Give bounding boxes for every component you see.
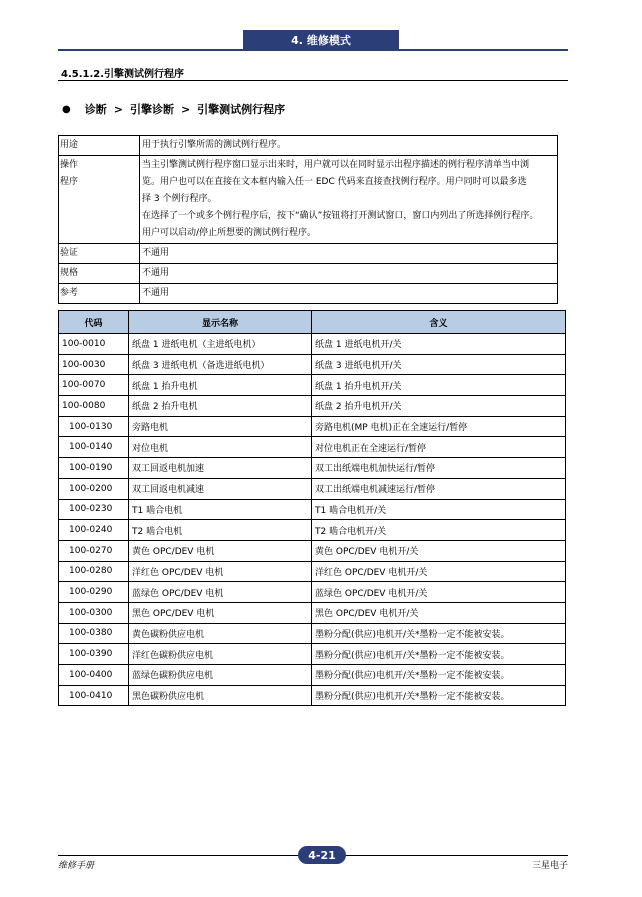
operation-line: 当主引擎测试例行程序窗口显示出来时，用户就可以在同时显示出程序描述的例行程序清单当中浏 <box>142 160 530 170</box>
code-cell: 100-0400 <box>59 665 129 686</box>
name-cell: 蓝绿色 OPC/DEV 电机 <box>129 582 312 603</box>
code-cell: 100-0230 <box>59 499 129 520</box>
meaning-cell: T2 啮合电机开/关 <box>312 520 566 541</box>
meaning-cell: 墨粉分配(供应)电机开/关*墨粉一定不能被安装。 <box>312 644 566 665</box>
meaning-cell: 纸盘 2 抬升电机开/关 <box>312 396 566 417</box>
code-cell: 100-0300 <box>59 602 129 623</box>
code-cell: 100-0240 <box>59 520 129 541</box>
column-header-meaning: 含义 <box>312 311 566 334</box>
info-row-operation <box>59 156 558 244</box>
info-value: 不通用 <box>140 244 558 264</box>
chapter-tab: 4. 维修模式 <box>243 30 399 49</box>
bullet-icon: ● <box>62 103 71 115</box>
info-value: 不通用 <box>140 264 558 284</box>
name-cell: 纸盘 2 抬升电机 <box>129 396 312 417</box>
footer-manual-title: 维修手册 <box>58 861 95 871</box>
meaning-cell: 蓝绿色 OPC/DEV 电机开/关 <box>312 582 566 603</box>
code-cell: 100-0270 <box>59 540 129 561</box>
table-row <box>59 665 566 686</box>
header-rule <box>58 49 568 51</box>
info-label <box>59 156 140 244</box>
meaning-cell: 对位电机正在全速运行/暂停 <box>312 437 566 458</box>
info-label: 验证 <box>59 244 140 264</box>
meaning-cell: 墨粉分配(供应)电机开/关*墨粉一定不能被安装。 <box>312 685 566 706</box>
name-cell: 双工回返电机加速 <box>129 458 312 479</box>
info-row-verify <box>59 244 558 264</box>
table-row <box>59 354 566 375</box>
meaning-cell: 双工出纸端电机减速运行/暂停 <box>312 478 566 499</box>
breadcrumb-separator: > <box>180 102 191 116</box>
column-header-name: 显示名称 <box>129 311 312 334</box>
code-cell: 100-0140 <box>59 437 129 458</box>
meaning-cell: 纸盘 3 进纸电机开/关 <box>312 354 566 375</box>
code-cell: 100-0010 <box>59 334 129 355</box>
table-row <box>59 623 566 644</box>
operation-label-line: 程序 <box>60 177 79 187</box>
table-row <box>59 582 566 603</box>
table-row <box>59 416 566 437</box>
info-row-spec <box>59 264 558 284</box>
codes-header-row <box>59 311 566 334</box>
name-cell: 黑色碳粉供应电机 <box>129 685 312 706</box>
info-value: 不通用 <box>140 284 558 304</box>
code-cell: 100-0080 <box>59 396 129 417</box>
table-row <box>59 644 566 665</box>
meaning-cell: 双工出纸端电机加快运行/暂停 <box>312 458 566 479</box>
info-row-reference <box>59 284 558 304</box>
name-cell: 纸盘 1 进纸电机（主进纸电机） <box>129 334 312 355</box>
breadcrumb-item: 引擎诊断 <box>129 103 174 116</box>
meaning-cell: 洋红色 OPC/DEV 电机开/关 <box>312 561 566 582</box>
name-cell: T1 啮合电机 <box>129 499 312 520</box>
section-title: 4.5.1.2.引擎测试例行程序 <box>61 69 185 80</box>
name-cell: 洋红色碳粉供应电机 <box>129 644 312 665</box>
info-table <box>58 135 558 304</box>
code-cell: 100-0070 <box>59 375 129 396</box>
breadcrumb-separator: > <box>113 102 123 116</box>
name-cell: 黄色 OPC/DEV 电机 <box>129 540 312 561</box>
table-row <box>59 520 566 541</box>
table-row <box>59 334 566 355</box>
table-row <box>59 561 566 582</box>
operation-label-line: 操作 <box>60 160 79 170</box>
name-cell: 纸盘 1 抬升电机 <box>129 375 312 396</box>
code-cell: 100-0290 <box>59 582 129 603</box>
info-value <box>140 156 558 244</box>
name-cell: 蓝绿色碳粉供应电机 <box>129 665 312 686</box>
code-cell: 100-0200 <box>59 478 129 499</box>
meaning-cell: 墨粉分配(供应)电机开/关*墨粉一定不能被安装。 <box>312 623 566 644</box>
info-value: 用于执行引擎所需的测试例行程序。 <box>140 136 558 156</box>
operation-line: 在选择了一个或多个例行程序后，按下“确认”按钮将打开测试窗口，窗口内列出了所选择例行程序。 <box>142 211 539 221</box>
table-row <box>59 478 566 499</box>
operation-line: 择 3 个例行程序。 <box>142 194 217 204</box>
operation-line: 用户可以启动/停止所想要的测试例行程序。 <box>142 228 317 238</box>
page-number: 4-21 <box>298 846 346 864</box>
table-row <box>59 499 566 520</box>
table-row <box>59 396 566 417</box>
info-label: 规格 <box>59 264 140 284</box>
code-cell: 100-0130 <box>59 416 129 437</box>
code-cell: 100-0390 <box>59 644 129 665</box>
operation-line: 览。用户也可以在直接在文本框内输入任一 EDC 代码来直接查找例行程序。用户同时可以最多选 <box>142 177 527 187</box>
footer-company: 三星电子 <box>532 861 569 871</box>
meaning-cell: 旁路电机(MP 电机)正在全速运行/暂停 <box>312 416 566 437</box>
name-cell: 纸盘 3 进纸电机（备选进纸电机） <box>129 354 312 375</box>
meaning-cell: 黄色 OPC/DEV 电机开/关 <box>312 540 566 561</box>
name-cell: 黑色 OPC/DEV 电机 <box>129 602 312 623</box>
table-row <box>59 685 566 706</box>
meaning-cell: 纸盘 1 抬升电机开/关 <box>312 375 566 396</box>
table-row <box>59 375 566 396</box>
meaning-cell: 纸盘 1 进纸电机开/关 <box>312 334 566 355</box>
breadcrumb-item: 引擎测试例行程序 <box>197 103 286 116</box>
meaning-cell: 墨粉分配(供应)电机开/关*墨粉一定不能被安装。 <box>312 665 566 686</box>
info-row-purpose <box>59 136 558 156</box>
section-rule <box>58 80 568 81</box>
code-cell: 100-0380 <box>59 623 129 644</box>
code-cell: 100-0280 <box>59 561 129 582</box>
name-cell: 旁路电机 <box>129 416 312 437</box>
footer-rule <box>58 855 298 856</box>
table-row <box>59 437 566 458</box>
meaning-cell: 黑色 OPC/DEV 电机开/关 <box>312 602 566 623</box>
table-row <box>59 602 566 623</box>
breadcrumb-item: 诊断 <box>84 103 107 116</box>
info-label: 用途 <box>59 136 140 156</box>
table-row <box>59 458 566 479</box>
code-cell: 100-0410 <box>59 685 129 706</box>
code-cell: 100-0190 <box>59 458 129 479</box>
info-label: 参考 <box>59 284 140 304</box>
table-row <box>59 540 566 561</box>
name-cell: 对位电机 <box>129 437 312 458</box>
name-cell: 双工回返电机减速 <box>129 478 312 499</box>
column-header-code: 代码 <box>59 311 129 334</box>
footer-rule <box>346 855 568 856</box>
meaning-cell: T1 啮合电机开/关 <box>312 499 566 520</box>
name-cell: 黄色碳粉供应电机 <box>129 623 312 644</box>
code-cell: 100-0030 <box>59 354 129 375</box>
name-cell: 洋红色 OPC/DEV 电机 <box>129 561 312 582</box>
breadcrumb <box>62 101 285 117</box>
codes-table <box>58 310 566 706</box>
name-cell: T2 啮合电机 <box>129 520 312 541</box>
